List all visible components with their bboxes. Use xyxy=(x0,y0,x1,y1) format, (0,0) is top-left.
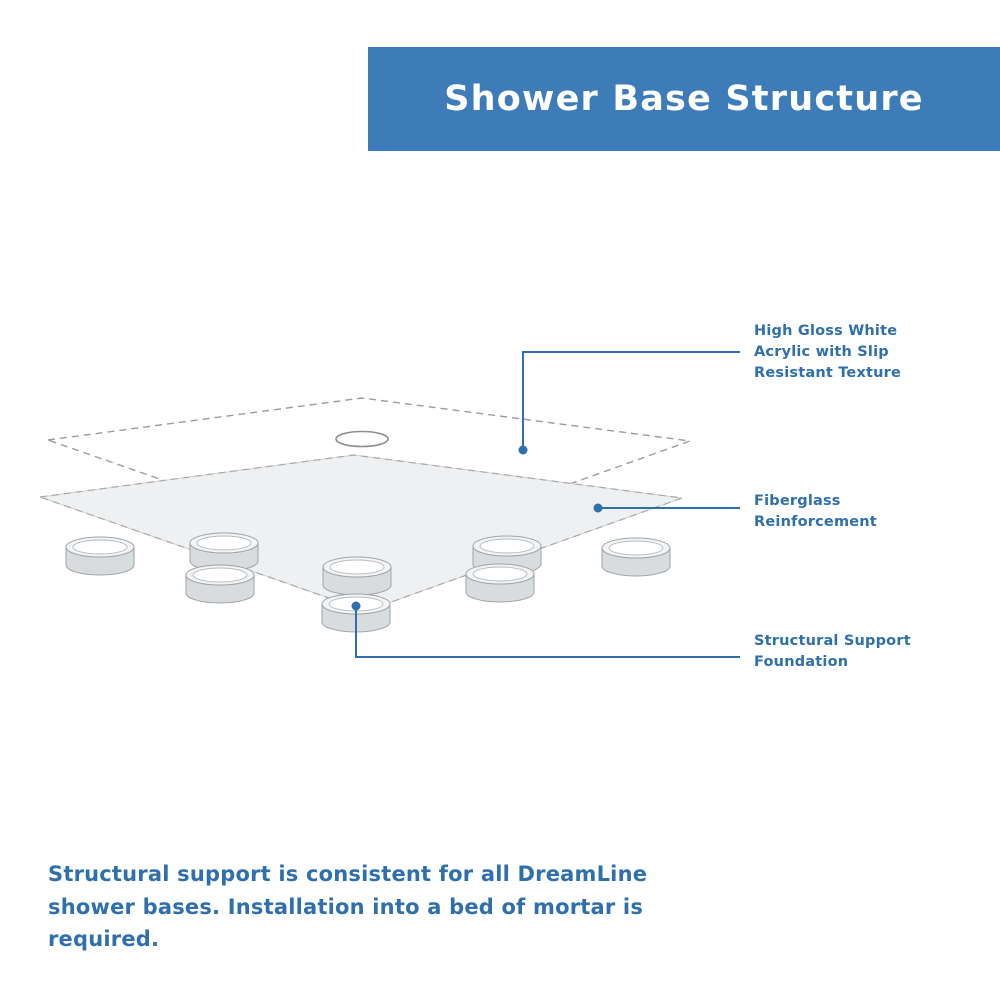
support-pad xyxy=(186,565,254,603)
leader-line-acrylic xyxy=(523,352,740,450)
leader-dot-acrylic xyxy=(519,446,528,455)
leader-line-support xyxy=(356,606,740,657)
drain-opening xyxy=(336,432,388,447)
support-pad xyxy=(66,537,134,575)
callout-label-support: Structural Support Foundation xyxy=(754,633,911,671)
callout-label-acrylic: High Gloss White Acrylic with Slip Resistant Texture xyxy=(754,323,902,382)
support-pad xyxy=(466,564,534,602)
page-title: Shower Base Structure xyxy=(444,79,924,119)
leader-dot-fiberglass xyxy=(594,504,603,513)
callout-label-fiberglass: Fiberglass Reinforcement xyxy=(754,493,877,531)
support-pad xyxy=(602,538,670,576)
support-pad xyxy=(323,557,391,595)
leader-dot-support xyxy=(352,602,361,611)
footer-note: Structural support is consistent for all DreamLine shower bases. Installation into a bed of mortar is required. xyxy=(48,862,648,952)
